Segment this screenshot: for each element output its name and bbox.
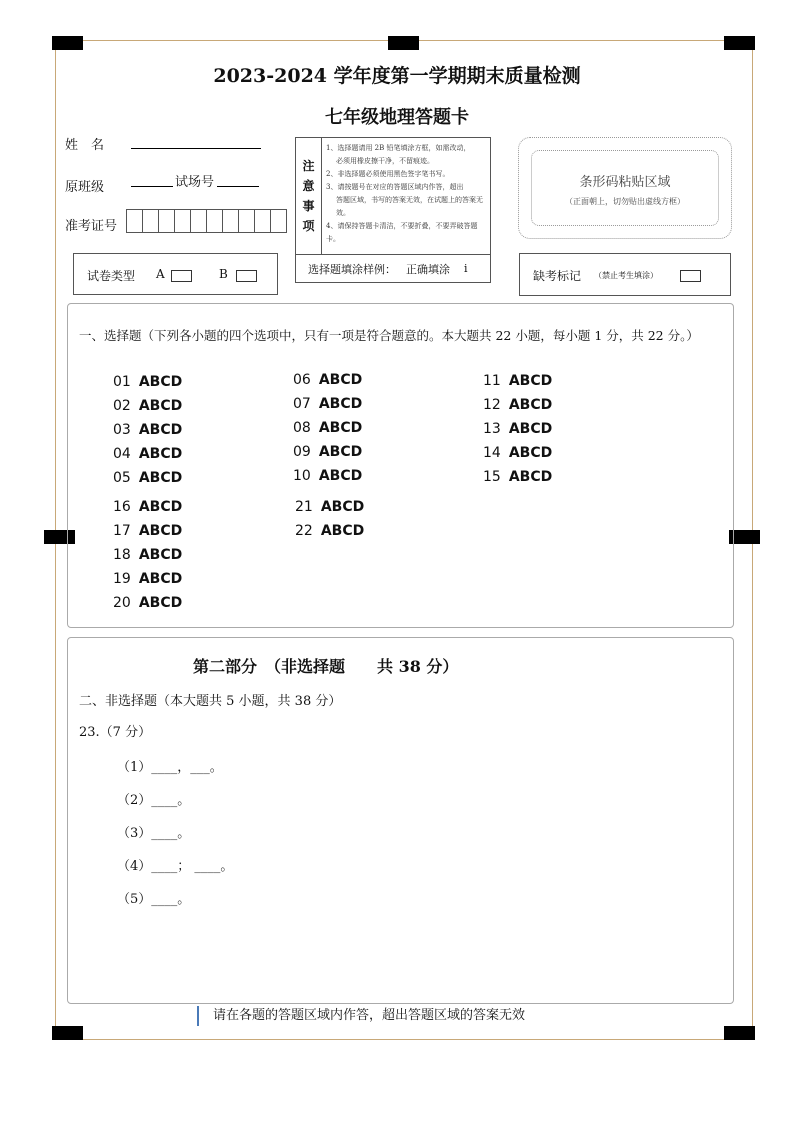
name-label: 姓 名 — [65, 138, 105, 153]
answer-options[interactable]: ABCD — [318, 468, 363, 484]
answer-options[interactable]: ABCD — [318, 444, 363, 460]
answer-card-title: 七年级地理答题卡 — [325, 107, 469, 128]
paper-type-b-label: B — [219, 267, 228, 281]
registration-mark-bottom-right — [724, 1026, 755, 1040]
choice-question[interactable] — [113, 595, 182, 611]
choice-question[interactable] — [113, 547, 182, 563]
choice-question[interactable] — [293, 444, 362, 460]
question-number: 19 — [113, 571, 131, 587]
notice-box — [295, 137, 491, 283]
choice-question[interactable] — [483, 469, 552, 485]
answer-options[interactable]: ABCD — [138, 446, 183, 462]
fill-sample-row — [296, 254, 490, 282]
paper-type-a-checkbox[interactable] — [171, 270, 192, 282]
q23-sub-2[interactable]: （2）____。 — [117, 793, 191, 808]
answer-options[interactable]: ABCD — [138, 547, 183, 563]
answer-options[interactable]: ABCD — [138, 523, 183, 539]
registration-mark-top-center — [388, 36, 419, 50]
answer-options[interactable]: ABCD — [138, 595, 183, 611]
choice-question[interactable] — [113, 398, 182, 414]
question-number: 17 — [113, 523, 131, 539]
room-label: 试场号 — [175, 175, 215, 190]
choice-question[interactable] — [293, 372, 362, 388]
q23-sub-4[interactable]: （4）____； ____。 — [117, 859, 234, 874]
id-label: 准考证号 — [65, 219, 118, 234]
choice-question[interactable] — [295, 523, 364, 539]
choice-section-heading: 一、选择题（下列各小题的四个选项中，只有一项是符合题意的。本大题共 22 小题，每小题 1 分，共 22 分。） — [79, 328, 699, 343]
question-number: 11 — [483, 373, 501, 389]
choice-question[interactable] — [113, 499, 182, 515]
choice-question[interactable] — [113, 446, 182, 462]
answer-options[interactable]: ABCD — [320, 499, 365, 515]
choice-question[interactable] — [293, 420, 362, 436]
choice-question[interactable] — [295, 499, 364, 515]
paper-type-label: 试卷类型 — [87, 269, 136, 283]
id-number-boxes[interactable] — [127, 209, 287, 233]
choice-question[interactable] — [483, 397, 552, 413]
answer-options[interactable]: ABCD — [138, 374, 183, 390]
paper-type-b-checkbox[interactable] — [236, 270, 257, 282]
absent-checkbox[interactable] — [680, 270, 701, 282]
class-field[interactable] — [131, 186, 173, 187]
registration-mark-top-left — [52, 36, 83, 50]
paper-type-a-label: A — [156, 267, 165, 281]
question-number: 08 — [293, 420, 311, 436]
answer-options[interactable]: ABCD — [320, 523, 365, 539]
exam-title: 2023-2024 学年度第一学期期末质量检测 — [213, 65, 581, 87]
choice-question[interactable] — [113, 523, 182, 539]
question-number: 09 — [293, 444, 311, 460]
room-field[interactable] — [217, 186, 259, 187]
q23-sub-1[interactable]: （1）____，___。 — [117, 760, 223, 775]
fill-sample-mark: i — [464, 262, 468, 275]
answer-options[interactable]: ABCD — [508, 397, 553, 413]
question-number: 07 — [293, 396, 311, 412]
question-number: 15 — [483, 469, 501, 485]
choice-question[interactable] — [293, 396, 362, 412]
question-number: 10 — [293, 468, 311, 484]
notice-items: 1、选择题请用 2B 铅笔填涂方框，如需改动， 必须用橡皮擦干净，不留痕迹。 2、非选择题必须使用黑色签字笔书写。 3、请按题号在对应的答题区域内作答，超出 答题区域，书写的答案无效，在试题上的答案无效。 4、请保持答题卡清洁，不要折叠，不要弄破答题卡。 — [326, 144, 483, 243]
answer-options[interactable]: ABCD — [138, 398, 183, 414]
fill-sample-label: 选择题填涂样例： — [308, 262, 396, 276]
choice-question[interactable] — [113, 470, 182, 486]
answer-options[interactable]: ABCD — [138, 470, 183, 486]
answer-options[interactable]: ABCD — [508, 373, 553, 389]
choice-question[interactable] — [113, 422, 182, 438]
question-number: 18 — [113, 547, 131, 563]
q23-sub-5[interactable]: （5）____。 — [117, 892, 191, 907]
question-number: 01 — [113, 374, 131, 390]
q23-sub-3[interactable]: （3）____。 — [117, 826, 191, 841]
question-number: 12 — [483, 397, 501, 413]
absent-note: （禁止考生填涂） — [594, 271, 658, 280]
question-number: 21 — [295, 499, 313, 515]
answer-options[interactable]: ABCD — [138, 422, 183, 438]
class-label: 原班级 — [65, 180, 105, 195]
question-number: 14 — [483, 445, 501, 461]
answer-options[interactable]: ABCD — [318, 372, 363, 388]
answer-options[interactable]: ABCD — [318, 396, 363, 412]
part-two-title: 第二部分 （非选择题 共 38 分） — [193, 657, 459, 676]
question-number: 13 — [483, 421, 501, 437]
question-number: 02 — [113, 398, 131, 414]
answer-options[interactable]: ABCD — [508, 445, 553, 461]
name-field[interactable] — [131, 148, 261, 149]
choice-question[interactable] — [483, 421, 552, 437]
answer-options[interactable]: ABCD — [508, 421, 553, 437]
choice-question[interactable] — [293, 468, 362, 484]
answer-options[interactable]: ABCD — [138, 499, 183, 515]
non-choice-heading: 二、非选择题（本大题共 5 小题，共 38 分） — [79, 694, 342, 709]
question-number: 03 — [113, 422, 131, 438]
barcode-note: （正面朝上，切勿贴出虚线方框） — [565, 197, 685, 206]
question-number: 20 — [113, 595, 131, 611]
registration-mark-top-right — [724, 36, 755, 50]
answer-options[interactable]: ABCD — [138, 571, 183, 587]
footer-note: 请在各题的答题区域内作答，超出答题区域的答案无效 — [197, 1006, 525, 1026]
answer-options[interactable]: ABCD — [508, 469, 553, 485]
choice-question[interactable] — [483, 373, 552, 389]
question-number: 05 — [113, 470, 131, 486]
question-number: 04 — [113, 446, 131, 462]
question-number: 22 — [295, 523, 313, 539]
answer-options[interactable]: ABCD — [318, 420, 363, 436]
paper-type-box — [73, 253, 278, 295]
choice-question[interactable] — [483, 445, 552, 461]
question-number: 06 — [293, 372, 311, 388]
registration-mark-bottom-left — [52, 1026, 83, 1040]
question-23-label: 23.（7 分） — [79, 725, 152, 740]
absent-label: 缺考标记 — [533, 269, 582, 283]
fill-sample-value: 正确填涂 — [406, 262, 450, 276]
absent-mark-box — [519, 253, 731, 296]
choice-question[interactable] — [113, 374, 182, 390]
barcode-area — [531, 150, 719, 226]
notice-vertical-title: 注 意 事 项 — [296, 138, 322, 254]
question-number: 16 — [113, 499, 131, 515]
barcode-title: 条形码粘贴区域 — [579, 175, 671, 190]
choice-question[interactable] — [113, 571, 182, 587]
